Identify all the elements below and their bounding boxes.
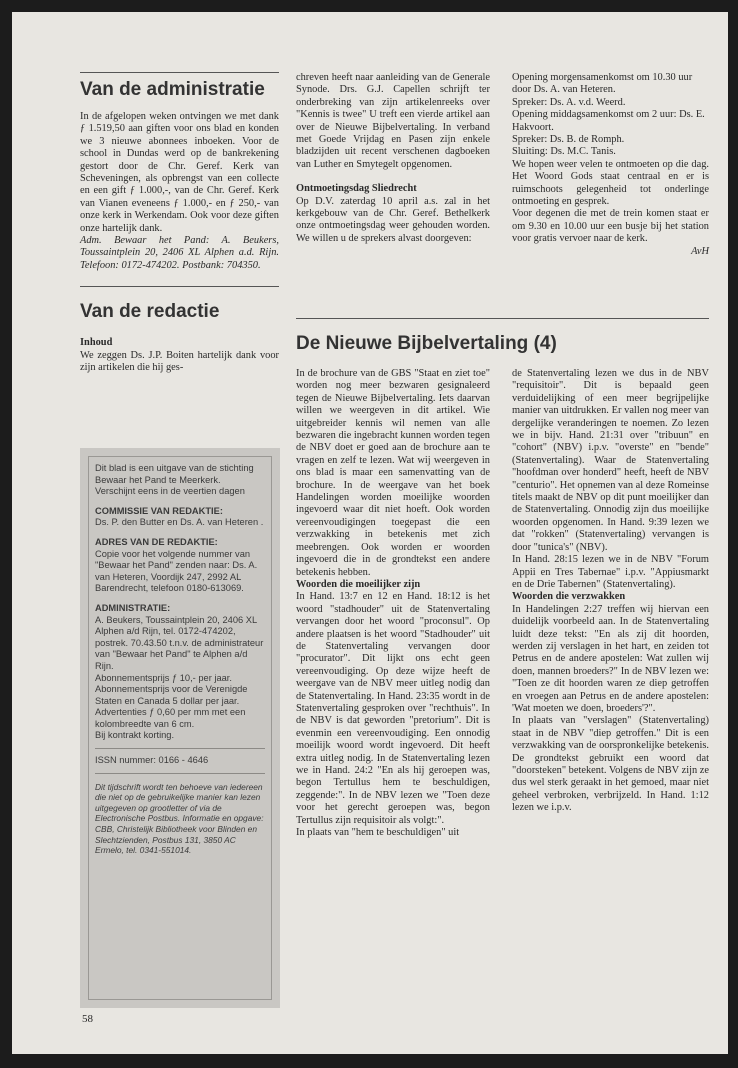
article-subheading: Woorden die verzwakken xyxy=(512,591,626,603)
colofon-separator xyxy=(95,773,265,774)
program-text: We hopen weer velen te ontmoeten op die dag. Het Woord Gods staat centraal en er is ruimschoots gelegenheid tot onderlinge ontmoeting en gesprek. xyxy=(512,158,709,208)
colofon-box xyxy=(80,448,280,1008)
article-column-left xyxy=(296,368,490,839)
admin-heading: Van de administratie xyxy=(80,79,265,100)
redactie-continued-text: chreven heeft naar aanleiding van de Generale Synode. Drs. G.J. Capellen schrijft ter onderbreking van zijn artikelenreeks over "Kennis is twee" U treft een vierde artikel aan over de Nieuwe Bijbelvertaling. In verband met Goede Vrijdag en Pasen zijn enkele bladzijden uit recent verschenen dagboeken van Luther en Smytegelt opgenomen. xyxy=(296,72,490,170)
adres-text: Copie voor het volgende nummer van "Bewaar het Pand" zenden naar: Ds. A. van Heteren, Voordijk 247, 2992 AL Barendrecht, telefoon 0180-613069. xyxy=(95,548,258,594)
administratie-text: A. Beukers, Toussaintplein 20, 2406 XL Alphen a/d Rijn, tel. 0172-474202, postrek. 70.43.50 t.n.v. de administrateur van "Bewaar het Pand" te Alphen a/d Rijn. xyxy=(95,614,264,671)
redactie-subheading: Inhoud xyxy=(80,337,113,349)
colofon-inner xyxy=(88,456,272,1000)
price-abroad-text: Abonnementsprijs voor de Verenigde Staten en Canada 5 dollar per jaar. xyxy=(95,684,248,706)
commissie-title: COMMISSIE VAN REDAKTIE: xyxy=(95,505,223,516)
section-rule xyxy=(80,72,279,73)
article-heading: De Nieuwe Bijbelvertaling (4) xyxy=(296,333,557,354)
article-paragraph: In plaats van "hem te beschuldigen" uit xyxy=(296,827,460,839)
article-paragraph: In Hand. 13:7 en 12 en Hand. 18:12 is het woord "stadhouder" uit de Statenvertaling vervangen door het woord "proconsul". Op andere plaatsen is het woord "Stadhouder" uit de Statenvertaling vervangen door "procurator". Dit lijkt ons echt geen vereenvoudiging. Op deze wijze heeft de weergave van de NBV meer uitleg nodig dan de Statenvertaling. In Hand. 23:35 wordt in de Statenvertaling gesproken over "rechthuis". In de NBV is dat geworden "pretorium". Dit is evenmin een vereenvoudiging. Een onnodig moeilijk woord wordt ingevoerd. Dit heeft extra uitleg nodig. In de Statenvertaling lezen we in Hand. 24:2 "En als hij geroepen was, begon Tertullus hem te beschuldigen, zeggende:". In de NBV lezen we "Toen deze voor het gerecht geroepen was, begon Tertullus zijn requisitoir als volgt:". xyxy=(296,591,490,826)
article-paragraph: de Statenvertaling lezen we dus in de NBV "requisitoir". Dit is bepaald geen verduidelijking of een meer begrijpelijke manier van uitdrukken. Er vallen nog meer van dergelijke veranderingen te noemen. Zo lezen we in bijv. Hand. 21:31 over "tribuun" en "cohort" (NBV) i.p.v. "overste" en "bende" (Statenvertaling). Waar de Statenvertaling "hoofdman over honderd" heeft, heeft de NBV "centurio". Het opnemen van al deze Romeinse titels maakt de NBV op dit punt moeilijker dan de Statenvertaling. Onnodig zijn dus moeilijke woorden opgenomen. In Hand. 9:39 lezen we dat "rokken" (Statenvertaling) vervangen is door "tunica's" (NBV). xyxy=(512,368,709,553)
program-line: Opening morgensamenkomst om 10.30 uur door Ds. A. van Heteren. xyxy=(512,72,693,96)
admin-text: In de afgelopen weken ontvingen we met dank ƒ 1.519,50 aan giften voor ons blad en konden we 3 nieuwe abonnees inboeken. Voor de school in Dundas werd op de bankrekening gestort door de Chr. Geref. Kerk van Scheveningen, als opbrengst van een collecte en een gift ƒ 1.000,-, van de Chr. Geref. Kerk van Vianen eveneens ƒ 1.000,- en ƒ 250,- van onze kerk in Werkendam. Ook voor deze giften onze hartelijk dank. xyxy=(80,111,279,234)
article-subheading: Woorden die moeilijker zijn xyxy=(296,578,421,590)
magazine-page xyxy=(12,12,728,1054)
column-right-top xyxy=(512,72,709,258)
price-text: Abonnementsprijs ƒ 10,- per jaar. xyxy=(95,672,232,683)
article-paragraph: In de brochure van de GBS "Staat en ziet toe" worden nog meer bezwaren gesignaleerd tegen de Nieuwe Bijbelvertaling. Iets daarvan willen we weergeven in dit artikel. Wie uitgebreider kennis wil nemen van alle bezwaren die ingebracht kunnen worden tegen de NBV doet er goed aan de brochure aan te vragen en zelf te lezen. Wat wij weergeven in ons blad is maar een samenvatting van de brochure. In de weergave van het boek Handelingen worden moeilijke woorden ingevoerd waar dit niet hoeft. Ook worden vereenvoudigingen toegepast die een verzwakking in betekenis met zich meebrengen. Ook worden er woorden ingevoerd die in de grondtekst een andere betekenis hebben. xyxy=(296,368,490,578)
issn-text: ISSN nummer: 0166 - 4646 xyxy=(95,755,209,766)
transport-text: Voor degenen die met de trein komen staat er om 9.30 en 10.00 uur een busje bij het station voor gratis vervoer naar de kerk. xyxy=(512,208,709,245)
program-line: Spreker: Ds. A. v.d. Weerd. xyxy=(512,96,626,108)
section-rule xyxy=(80,286,279,287)
column-left xyxy=(80,72,279,375)
article-paragraph: In Handelingen 2:27 treffen wij hiervan een duidelijk voorbeeld aan. In de Statenvertaling luidt deze tekst: "En als zij dit hoorden, werden zij verslagen in het hart, en zeiden tot Petrus en de andere apostelen: Wat zullen wij doen, mannen broeders?" In de NBV lezen we: "Toen ze dit hoorden waren ze diep getroffen en vroegen aan Petrus en de andere apostelen: 'Wat moeten we doen, broeders'?". xyxy=(512,603,709,714)
colofon-frequency: Verschijnt eens in de veertien dagen xyxy=(95,486,245,497)
article-header xyxy=(296,318,709,355)
author-signature: AvH xyxy=(691,245,709,257)
admin-address: Adm. Bewaar het Pand: A. Beukers, Toussaintplein 20, 2406 XL Alphen a.d. Rijn. Telefoon: 0172-474202. Postbank: 704350. xyxy=(80,235,279,271)
program-line: Spreker: Ds. B. de Romph. xyxy=(512,134,625,146)
article-column-right xyxy=(512,368,709,815)
redactie-text: We zeggen Ds. J.P. Boiten hartelijk dank voor zijn artikelen die hij ges- xyxy=(80,349,279,374)
discount-text: Bij kontrakt korting. xyxy=(95,730,175,741)
program-line: Opening middagsamenkomst om 2 uur: Ds. E. Hakvoort. xyxy=(512,109,705,133)
commissie-text: Ds. P. den Butter en Ds. A. van Heteren . xyxy=(95,517,264,528)
section-rule xyxy=(296,318,709,319)
large-print-notice: Dit tijdschrift wordt ten behoeve van iedereen die niet op de gebruikelijke manier kan lezen uitgegeven op grootletter of via de Electronische Postbus. Informatie en opgave: CBB, Christelijk Bibliotheek voor Blinden en Slechtzienden, Postbus 131, 3850 AC Ermelo, tel. 0341-551014. xyxy=(95,781,264,856)
colofon-intro: Dit blad is een uitgave van de stichting Bewaar het Pand te Meerkerk. xyxy=(95,463,254,485)
column-middle-top xyxy=(296,72,490,245)
redactie-heading: Van de redactie xyxy=(80,301,220,323)
adres-title: ADRES VAN DE REDAKTIE: xyxy=(95,536,218,547)
article-paragraph: In plaats van "verslagen" (Statenvertaling) staat in de NBV "diep getroffen." Dit is een verzwakking van de oorspronkelijke betekenis. De grondtekst gebruikt een woord dat "doorsteken" betekent. Volgens de NBV zijn ze dus wel sterk geraakt in het gemoed, maar niet geheel verbroken, verbrijzeld. In Hand. 1:12 lezen we i.p.v. xyxy=(512,715,709,814)
page-number: 58 xyxy=(82,1013,93,1025)
article-paragraph: In Hand. 28:15 lezen we in de NBV "Forum Appii en Tres Tabernae" i.p.v. "Appiusmarkt en de Drie Tabernen" (Statenvertaling). xyxy=(512,554,709,590)
sliedrecht-subheading: Ontmoetingsdag Sliedrecht xyxy=(296,183,417,195)
administratie-title: ADMINISTRATIE: xyxy=(95,602,171,613)
sliedrecht-text: Op D.V. zaterdag 10 april a.s. zal in het kerkgebouw van de Chr. Geref. Bethelkerk onze ontmoetingsdag weer gehouden worden. We willen u de sprekers alvast doorgeven: xyxy=(296,195,490,244)
advert-text: Advertenties ƒ 0,60 per mm met een kolombreedte van 6 cm. xyxy=(95,707,246,729)
colofon-separator xyxy=(95,748,265,749)
program-line: Sluiting: Ds. M.C. Tanis. xyxy=(512,146,616,158)
